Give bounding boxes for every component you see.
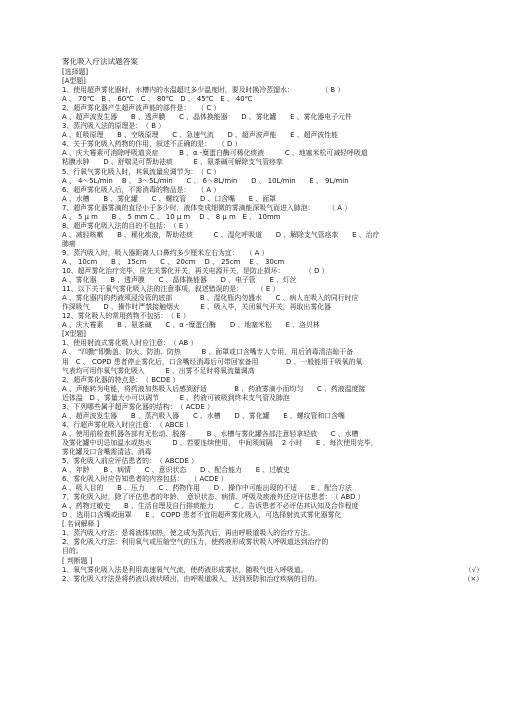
document-line: A 、药物过敏史 B 、生活自理及自行排痰能力 C 、告诉患者不必评估其认知及合作程度 — [62, 502, 359, 511]
document-line: [ 名词解释 ] — [62, 520, 100, 529]
document-line: 2、超声雾化器产生超声波声能的部件是： （ C ） — [62, 104, 221, 113]
document-line: A 、庆大霉素可消除呼吸道炎症 B 、α -糜蛋白酶可稀化痰液 C 、地塞米松可减轻呼吸道 — [62, 149, 368, 158]
true-false-statement: 1、氧气雾化吸入法是利用高速氧气气流，使药液形成雾状，随吸气进入呼吸道。 — [62, 565, 308, 574]
true-false-answer: （√） — [464, 565, 483, 574]
document-line: A 、 5 μ m B 、 5 mm C 、 10 μ m D 、 8 μ m E 、 10mm — [62, 212, 281, 221]
document-line: 5、雾化吸入前应评估患者的： （ ABCDE ） — [62, 457, 198, 466]
true-false-statement: 2、雾化吸入疗法是将药液以液状喷出，由呼吸道吸入，达到预防和治疗疾病的目的。 — [62, 574, 322, 583]
document-line: A 、雾化器内的药液须浸没管的底部 B 、湿化瓶内勿盛水 C 、病人在吸入的同行时应 — [62, 294, 359, 303]
document-line: 2、雾化吸入疗法：利用氧气或压缩空气的压力，使药液形成雾状吸入呼吸道达到治疗的 — [62, 538, 329, 547]
document-line: 9、蒸汽吸入时，吸入器距离人口鼻约多少厘米左右为宜： （ A ） — [62, 248, 269, 257]
document-line: D 、选用口含嘴或面罩 E 、 COPD 患者不宜用超声雾化吸入，可选择射流式雾化器雾化 — [62, 511, 342, 520]
document-line: 3、下列哪些属于超声雾化器的结构： （ ACDE ） — [62, 402, 214, 411]
document-line: 粘膜水肿 D 、舒喘灵可帮助祛痰 E 、氨茶碱可解除支气管痉挛 — [62, 158, 283, 167]
document-line: 6、雾化吸入时应告知患者的内容包括： （ ACDE ） — [62, 475, 228, 484]
document-line: 6、超声雾化吸入后，不需消毒的物品是： （ A ） — [62, 185, 221, 194]
document-line: 作深吸气 D 、操作时严禁接触烟火 E 、吸入毕，关闭氧气开关，再取出雾化器 — [62, 303, 331, 312]
document-body — [62, 68, 483, 566]
document-line: 3、蒸汽吸入法的原理是： （ B ） — [62, 122, 166, 131]
true-false-answer: （×） — [463, 574, 483, 583]
document-line: A 、声能转为电能，将药液加热吸入后感到舒适 B 、药液雾滴小而均匀 C 、药液温度接 — [62, 384, 366, 393]
document-line: 7、雾化吸入时，除了评估患者的年龄、 意识状态、病情、呼吸及痰液外还应评估患者： （ ABD ） — [62, 493, 365, 502]
document-line: 1、蒸汽吸入疗法：是将液体加热，使之成为蒸汽后，再由呼吸道吸入的治疗方法。 — [62, 529, 315, 538]
document-line: A 、 70℃ B 、 60℃ C 、 80℃ D 、 45℃ E 、 40℃ — [62, 95, 253, 104]
document-line: 1、使用超声雾化器时，水槽内的水温超过多少温度时，要及时换冷蒸馏水： （ B ） — [62, 86, 345, 95]
document-line: A 、吸入目的 B 、压力 C 、药物作用 D 、操作中可能出现的不适 E 、配合方法 — [62, 484, 352, 493]
document-line: A 、超声波发生器 B 、透声膜 C 、晶体换能器 D 、雾化罐 E 、雾化器电子元件 — [62, 113, 352, 122]
document-line: 气表均可用作氧气雾化吸入 E 、出雾不足时将氧流量调高 — [62, 366, 255, 375]
document-line: [选择题] — [62, 68, 89, 76]
document-line: A 、 10cm B 、 15cm C 、 20cm D 、 25cm E 、 30cm — [62, 257, 285, 266]
document-line: 7、超声雾化器雾滴的直径小于多少时，液体变成细微的雾滴能深吸气而进入肺泡： （ A ） — [62, 203, 352, 212]
document-line: 2、超声雾化器的特点是： （ BCDE ） — [62, 375, 180, 384]
document-line: [ 判断题 ] — [62, 556, 93, 565]
document-line: A 、 "四勤"即勤盖、防火、防油、防热 B 、面罩或口含嘴专人专用，用后消毒清洁晾干备 — [62, 348, 354, 357]
document-line: A 、使用前检查机器各部有无松动、脱落 B 、水槽与雾化罐各部注意轻拿轻放 C 、水槽 — [62, 429, 359, 438]
document-line: 近体温 D 、雾量大小可以调节 E 、药液可被吸到终末支气管及肺泡 — [62, 393, 290, 402]
document-line: 肺癌 — [62, 239, 76, 248]
document-line: 11、以下关于氧气雾化吸入法的注意事项，叙述错误的是： （ E ） — [62, 285, 280, 294]
document-line: 5、行氧气雾化吸入时，其氧流量应调节为： （ C ） — [62, 167, 221, 176]
document-line: A 、虹吸原理 B 、空吸原理 C 、急速气流 D 、超声波声能 E 、超声波性能 — [62, 131, 339, 140]
true-false-item — [62, 575, 483, 584]
document-line: A 、减轻咳嗽 B 、稀化痰液，帮助祛痰 C 、湿化呼吸道 D 、解除支气管痉挛 E 、治疗 — [62, 230, 380, 239]
document-line: 4、行超声雾化吸入时应注意： （ ABCE ） — [62, 420, 193, 429]
document-line: [A型题] — [62, 77, 86, 86]
document-line: 目的。 — [62, 547, 83, 556]
document-line: 用 C 、 COPD 患者停止雾化后，口含嘴经消毒后可带回家备用 D 、一般能用于吸氧的氧 — [62, 357, 363, 366]
document-line: A 、水槽 B 、雾化罐 C 、螺纹管 D 、口含嘴 E 、面罩 — [62, 194, 277, 203]
document-line: 及雾化罐中切忌加温水或热水 D 、若要连续使用， 中间须间隔 2 小时 E 、每次使用完毕， — [62, 438, 378, 447]
document-line: 雾化罐及口含嘴需清洁、消毒 — [62, 447, 152, 456]
document-line: 4、关于雾化吸入药物的作用，叙述不正确的是： （ D ） — [62, 140, 242, 149]
document-line: A 、庆大霉素 B 、氨茶碱 C 、α -糜蛋白酶 D 、地塞米松 E 、洛贝林 — [62, 321, 320, 330]
true-false-item — [62, 566, 483, 575]
document-line: 10、超声雾化治疗完毕，应先关雾化开关，再关电源开关，是防止损坏： （ D ） — [62, 267, 329, 276]
true-false-section — [62, 566, 483, 584]
document-line: A 、超声波发生器 B 、蒸汽吸入器 C 、水槽 D 、雾化罐 E 、螺纹管和口含嘴 — [62, 411, 345, 420]
document-line: A 、雾化器 B 、透声膜 C 、晶体换能器 D 、电子管 E 、灯丝 — [62, 276, 297, 285]
document-line: 12、雾化吸入的常用药物不包括： （ E ） — [62, 312, 190, 321]
document-title: 雾化吸入疗法试题答案 — [62, 57, 138, 66]
document-line: [X型题] — [62, 330, 86, 339]
document-line: A 、年龄 B 、病情 C 、意识状态 D 、配合能力 E 、过敏史 — [62, 466, 290, 475]
document-line: 1、使用射流式雾化吸入时应注意： （ AB ） — [62, 339, 198, 348]
document-line: A 、 4～5L/min B 、 3～5L/min C 、 6～8L/min D 、 10L/min E 、 9L/min — [62, 176, 349, 185]
document-line: 8、超声雾化吸入法的目的不包括： （ E ） — [62, 221, 193, 230]
